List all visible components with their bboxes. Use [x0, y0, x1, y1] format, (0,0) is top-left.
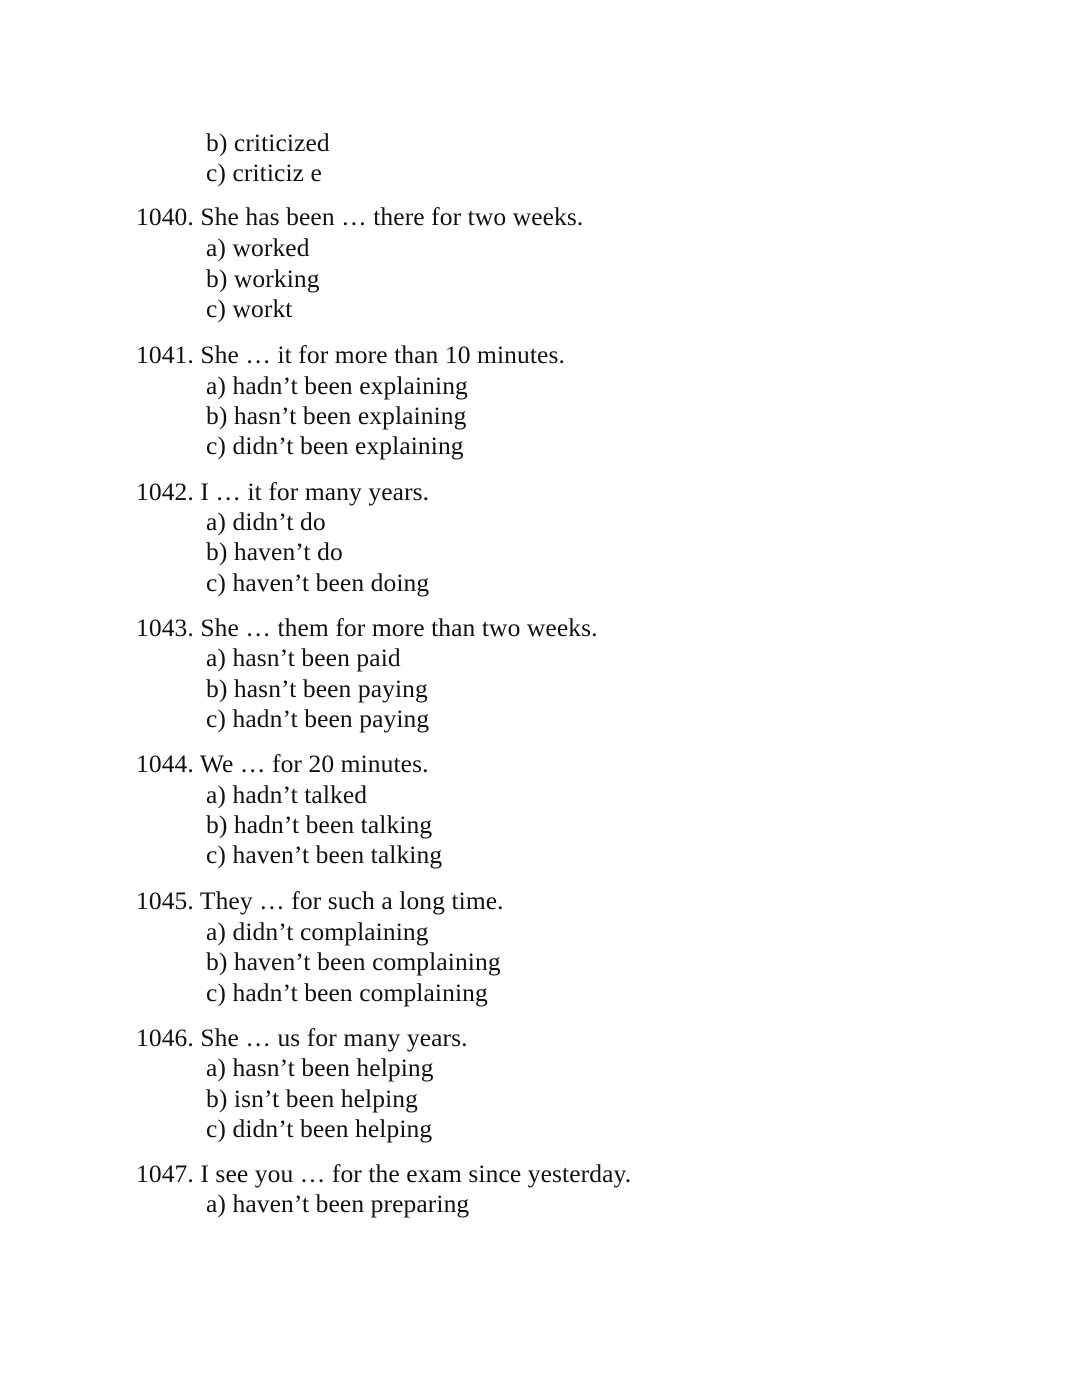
question-1045 [136, 886, 504, 916]
question-1046 [136, 1023, 468, 1053]
question-text: We … for 20 minutes. [199, 749, 429, 778]
question-text: I … it for many years. [200, 477, 430, 506]
question-number: 1046. [136, 1023, 194, 1052]
question-1041 [136, 340, 565, 370]
option-line: a) hadn’t talked [206, 780, 368, 809]
question-number: 1044. [136, 749, 194, 778]
option-line: b) working [206, 264, 320, 293]
question-text: She has been … there for two weeks. [200, 202, 584, 231]
option-line: a) hadn’t been explaining [206, 371, 468, 400]
question-text: I see you … for the exam since yesterday. [200, 1159, 632, 1188]
option-line: a) hasn’t been paid [206, 643, 401, 672]
option-line: c) hadn’t been complaining [206, 978, 488, 1007]
question-number: 1040. [136, 202, 194, 231]
option-line: b) haven’t been complaining [206, 947, 501, 976]
question-text: She … them for more than two weeks. [200, 613, 598, 642]
option-line: a) didn’t complaining [206, 917, 429, 946]
question-text: She … it for more than 10 minutes. [200, 340, 565, 369]
question-text: She … us for many years. [200, 1023, 468, 1052]
question-1042 [136, 477, 429, 507]
question-number: 1041. [136, 340, 194, 369]
question-number: 1042. [136, 477, 194, 506]
question-number: 1047. [136, 1159, 194, 1188]
option-line: c) didn’t been explaining [206, 431, 464, 460]
option-line: c) criticiz e [206, 158, 322, 187]
option-line: a) haven’t been preparing [206, 1189, 470, 1218]
option-line: b) haven’t do [206, 537, 343, 566]
option-line: c) workt [206, 294, 293, 323]
option-line: a) hasn’t been helping [206, 1053, 434, 1082]
option-line: b) hasn’t been explaining [206, 401, 467, 430]
option-line: c) hadn’t been paying [206, 704, 430, 733]
option-line: c) haven’t been doing [206, 568, 430, 597]
question-text: They … for such a long time. [199, 886, 504, 915]
option-line: a) worked [206, 233, 310, 262]
option-line: b) isn’t been helping [206, 1084, 418, 1113]
option-line: a) didn’t do [206, 507, 326, 536]
option-line: c) haven’t been talking [206, 840, 443, 869]
question-1047 [136, 1159, 631, 1189]
question-1043 [136, 613, 598, 643]
question-1044 [136, 749, 429, 779]
option-line: c) didn’t been helping [206, 1114, 433, 1143]
option-line: b) hadn’t been talking [206, 810, 433, 839]
option-line: b) criticized [206, 128, 330, 157]
option-line: b) hasn’t been paying [206, 674, 428, 703]
question-number: 1043. [136, 613, 194, 642]
question-number: 1045. [136, 886, 194, 915]
question-1040 [136, 202, 583, 232]
